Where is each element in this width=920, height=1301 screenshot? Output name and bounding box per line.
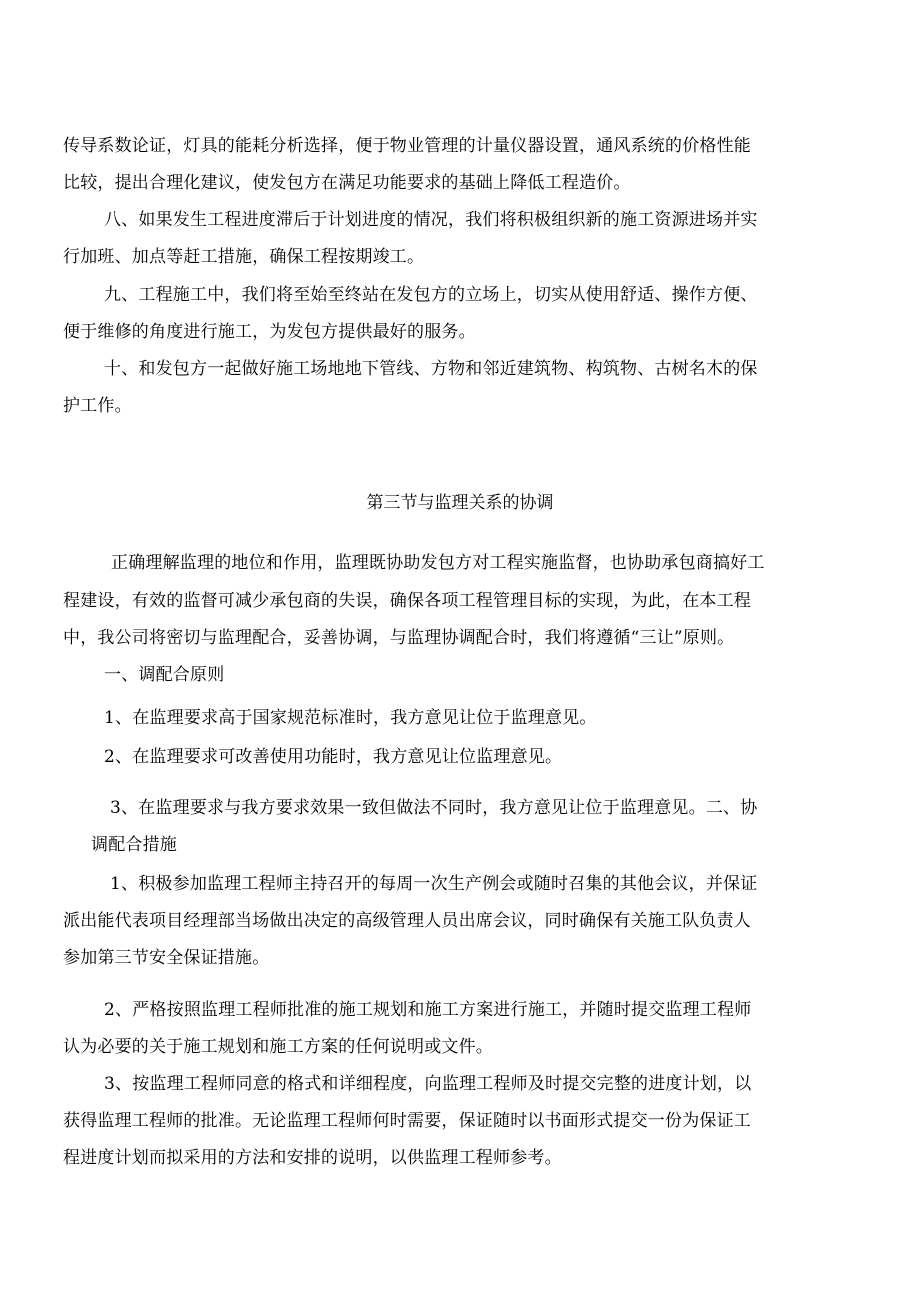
body-text-line: 八、如果发生工程进度滞后于计划进度的情况，我们将积极组织新的施工资源进场并实 — [104, 210, 758, 230]
body-text-line: 护工作。 — [63, 396, 132, 416]
body-text-line: 3、按监理工程师同意的格式和详细程度，向监理工程师及时提交完整的进度计划，以 — [104, 1074, 752, 1094]
body-text-line: 程建设，有效的监督可减少承包商的失误，确保各项工程管理目标的实现，为此，在本工程 — [63, 591, 751, 611]
body-text-line: 参加第三节安全保证措施。 — [63, 948, 270, 968]
body-text-line: 九、工程施工中，我们将至始至终站在发包方的立场上，切实从使用舒适、操作方便、 — [104, 285, 758, 305]
list-item: 2、在监理要求可改善使用功能时，我方意见让位监理意见。 — [104, 747, 563, 767]
body-text-line: 2、严格按照监理工程师批准的施工规划和施工方案进行施工，并随时提交监理工程师 — [104, 1000, 752, 1020]
body-text-line: 传导系数论证，灯具的能耗分析选择，便于物业管理的计量仪器设置，通风系统的价格性能 — [63, 136, 751, 156]
body-text-line: 十、和发包方一起做好施工场地地下管线、方物和邻近建筑物、构筑物、古树名木的保 — [104, 359, 758, 379]
body-text-line: 获得监理工程师的批准。无论监理工程师何时需要，保证随时以书面形式提交一份为保证工 — [63, 1111, 751, 1131]
body-text-line: 程进度计划而拟采用的方法和安排的说明，以供监理工程师参考。 — [63, 1148, 562, 1168]
body-text-line: 派出能代表项目经理部当场做出决定的高级管理人员出席会议，同时确保有关施工队负责人 — [63, 911, 751, 931]
body-text-line: 中，我公司将密切与监理配合，妥善协调，与监理协调配合时，我们将遵循“三让”原则。 — [63, 628, 735, 648]
section-title: 第三节与监理关系的协调 — [366, 493, 554, 513]
body-text-line: 行加班、加点等赶工措施，确保工程按期竣工。 — [63, 247, 425, 267]
list-heading: 一、调配合原则 — [104, 665, 225, 685]
list-item: 1、在监理要求高于国家规范标准时，我方意见让位于监理意见。 — [104, 708, 597, 728]
body-text-line: 认为必要的关于施工规划和施工方案的任何说明或文件。 — [63, 1037, 493, 1057]
body-text-line: 1、积极参加监理工程师主持召开的每周一次生产例会或随时召集的其他会议，并保证 — [110, 874, 758, 894]
body-text-line: 比较，提出合理化建议，使发包方在满足功能要求的基础上降低工程造价。 — [63, 173, 631, 193]
list-item: 3、在监理要求与我方要求效果一致但做法不同时，我方意见让位于监理意见。二、协 — [110, 798, 758, 818]
body-text-line: 正确理解监理的地位和作用，监理既协助发包方对工程实施监督，也协助承包商搞好工 — [111, 553, 765, 573]
list-item: 调配合措施 — [91, 835, 177, 855]
body-text-line: 便于维修的角度进行施工，为发包方提供最好的服务。 — [63, 322, 476, 342]
